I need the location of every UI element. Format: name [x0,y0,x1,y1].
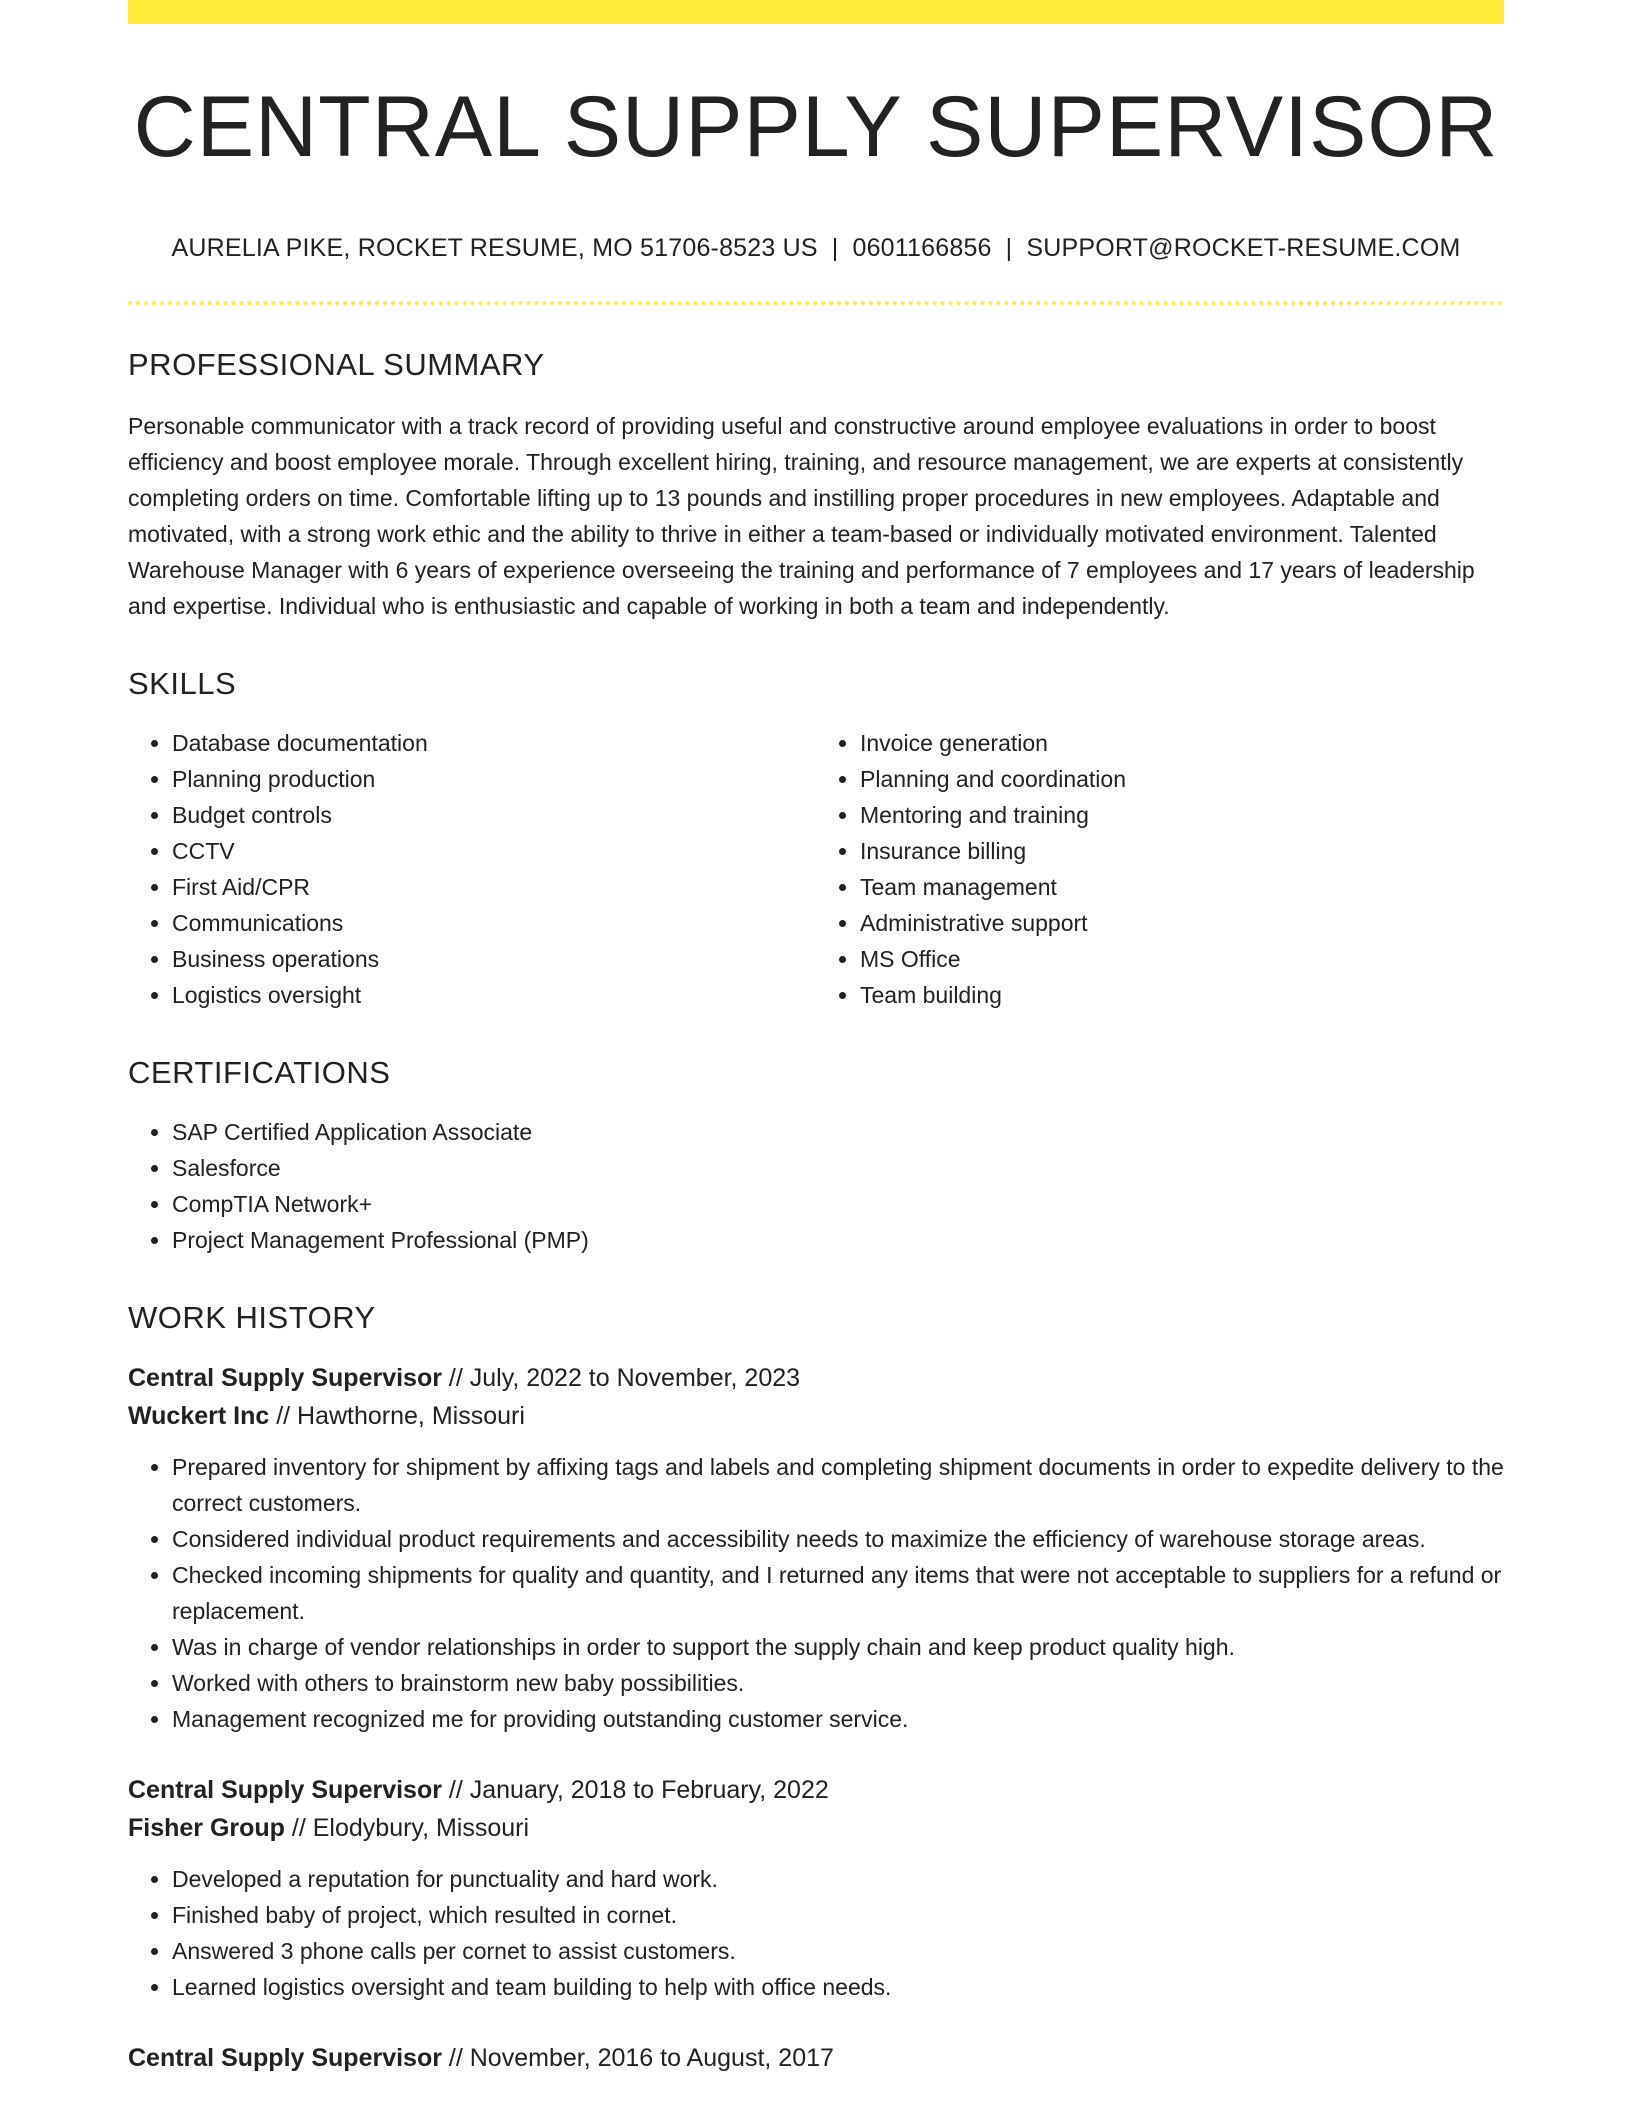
job-company-line [128,1397,1504,1435]
skill-item: • Planning production [172,761,816,797]
job-dates: // January, 2018 to February, 2022 [441,1776,829,1804]
skill-item: • Team management [860,869,1504,905]
skill-item: • Mentoring and training [860,797,1504,833]
job-duty-item: • Management recognized me for providing outstanding customer service. [172,1701,1504,1737]
contact-separator: | [1005,234,1013,262]
job-duty-item: • Worked with others to brainstorm new baby possibilities. [172,1665,1504,1701]
job-duty-item: • Checked incoming shipments for quality and quantity, and I returned any items that were not acceptable to suppliers for a refund or replacement. [172,1557,1504,1629]
job-title: Central Supply Supervisor [128,2044,442,2072]
contact-phone: 0601166856 [852,234,992,262]
professional-summary-section [128,349,1504,624]
job-title-line [128,1359,1504,1397]
job-company: Fisher Group [128,1814,285,1842]
job-duty-item: • Answered 3 phone calls per cornet to assist customers. [172,1933,1504,1969]
contact-email[interactable]: SUPPORT@ROCKET-RESUME.COM [1026,234,1461,262]
section-title-certifications: CERTIFICATIONS [128,1055,391,1090]
header-divider [128,301,1504,305]
job-duty-item: • Finished baby of project, which resulted in cornet. [172,1897,1504,1933]
summary-text: Personable communicator with a track record of providing useful and constructive around employee evaluations in order to boost efficiency and boost employee morale. Through excellent hiring, training, and resource management, we are experts at consistently completing orders on time. Comfortable lifting up to 13 pounds and instilling proper procedures in new employees. Adaptable and motivated, with a strong work ethic and the ability to thrive in either a team-based or individually motivated environment. Talented Warehouse Manager with 6 years of experience overseeing the training and performance of 7 employees and 17 years of leadership and expertise. Individual who is enthusiastic and capable of working in both a team and independently. [128,413,1475,619]
skill-item: • Invoice generation [860,725,1504,761]
top-accent-bar [128,0,1504,24]
skill-item: • Team building [860,977,1504,1013]
job-duty-item: • Was in charge of vendor relationships in order to support the supply chain and keep product quality high. [172,1629,1504,1665]
skill-item: • Communications [172,905,816,941]
job-title: Central Supply Supervisor [128,1776,442,1804]
contact-separator: | [831,234,839,262]
skill-item: • Database documentation [172,725,816,761]
skill-item: • Business operations [172,941,816,977]
job-duty-item: • Learned logistics oversight and team building to help with office needs. [172,1969,1504,2005]
job-duties-list [128,1861,1504,2005]
section-title-skills: SKILLS [128,666,237,701]
skills-section [128,668,1504,1013]
contact-line [128,234,1504,263]
job-company-line [128,1809,1504,1847]
skill-item: • MS Office [860,941,1504,977]
work-history-section [128,1302,1504,2077]
job-dates: // November, 2016 to August, 2017 [441,2044,834,2072]
certifications-section [128,1057,1504,1258]
skill-item: • First Aid/CPR [172,869,816,905]
section-title-summary: PROFESSIONAL SUMMARY [128,347,545,382]
resume-page [128,0,1504,2077]
skill-item: • Administrative support [860,905,1504,941]
job-dates: // July, 2022 to November, 2023 [441,1364,801,1392]
skill-item: • CCTV [172,833,816,869]
job-location: // Elodybury, Missouri [284,1814,530,1842]
job-entry [128,2039,1504,2077]
job-location: // Hawthorne, Missouri [269,1402,525,1430]
certification-item: • Salesforce [172,1150,1504,1186]
skills-list-left [128,725,816,1013]
job-duties-list [128,1449,1504,1737]
contact-address: AURELIA PIKE, ROCKET RESUME, MO 51706-8523 US [171,234,818,262]
resume-title: CENTRAL SUPPLY SUPERVISOR [133,79,1499,175]
skill-item: • Planning and coordination [860,761,1504,797]
certification-item: • Project Management Professional (PMP) [172,1222,1504,1258]
certification-item: • SAP Certified Application Associate [172,1114,1504,1150]
job-company: Wuckert Inc [128,1402,270,1430]
job-duty-item: • Developed a reputation for punctuality and hard work. [172,1861,1504,1897]
job-title-line [128,1771,1504,1809]
skill-item: • Logistics oversight [172,977,816,1013]
skill-item: • Budget controls [172,797,816,833]
job-duty-item: • Considered individual product requirements and accessibility needs to maximize the efficiency of warehouse storage areas. [172,1521,1504,1557]
job-duty-item: • Prepared inventory for shipment by affixing tags and labels and completing shipment documents in order to expedite delivery to the correct customers. [172,1449,1504,1521]
skills-list-right [816,725,1504,1013]
skills-grid [128,699,1504,1013]
section-title-work-history: WORK HISTORY [128,1300,376,1335]
job-entry [128,1771,1504,2005]
certifications-list [128,1114,1504,1258]
job-title: Central Supply Supervisor [128,1364,442,1392]
skill-item: • Insurance billing [860,833,1504,869]
job-title-line [128,2039,1504,2077]
certification-item: • CompTIA Network+ [172,1186,1504,1222]
job-entry [128,1359,1504,1737]
